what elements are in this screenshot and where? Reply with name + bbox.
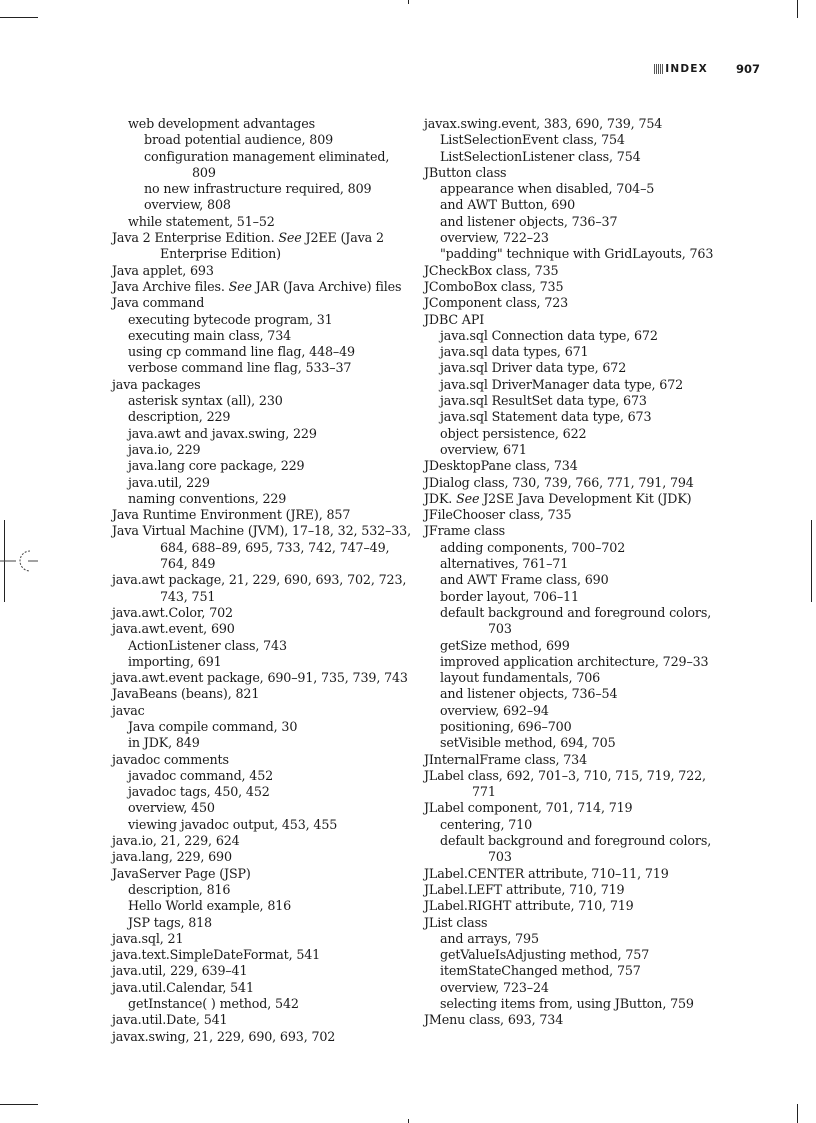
index-subentry: java.io, 229 [128,441,201,457]
index-entry: Java command [112,295,205,311]
index-subentry: executing bytecode program, 31 [128,311,333,327]
index-subentry: centering, 710 [440,816,532,832]
index-subentry: broad potential audience, 809 [144,132,334,148]
index-entry: javadoc comments [112,751,229,767]
index-subentry: java.awt and javax.swing, 229 [128,425,317,441]
index-entry: JInternalFrame class, 734 [424,751,588,767]
index-subentry: and AWT Button, 690 [440,197,576,213]
index-entry: javac [112,702,145,718]
index-entry: JDBC API [424,311,485,327]
index-entry: JButton class [424,164,507,180]
index-subentry: Hello World example, 816 [128,898,292,914]
page-number: 907 [735,62,760,76]
index-subentry: positioning, 696–700 [440,718,572,734]
index-subentry: default background and foreground colors, 703 [440,604,712,637]
index-subentry: naming conventions, 229 [128,490,287,506]
index-entry: JLabel class, 692, 701–3, 710, 715, 719, 722, 771 [424,767,706,800]
index-subentry: JSP tags, 818 [128,914,212,930]
index-entry: JComboBox class, 735 [424,278,564,294]
index-subentry: java.sql Connection data type, 672 [440,327,658,343]
index-subentry: description, 816 [128,881,231,897]
index-entry: JComponent class, 723 [424,295,569,311]
index-subentry: asterisk syntax (all), 230 [128,393,283,409]
index-subentry: and listener objects, 736–37 [440,213,618,229]
index-subentry: default background and foreground colors, 703 [440,833,712,865]
index-subentry: itemStateChanged method, 757 [440,963,641,979]
index-entry: JLabel.RIGHT attribute, 710, 719 [424,898,634,914]
index-subentry: and arrays, 795 [440,930,539,946]
index-subentry: overview, 450 [128,800,215,816]
index-entry: java.awt package, 21, 229, 690, 693, 702, 723, 743, 751 [112,572,407,604]
index-entry: JMenu class, 693, 734 [424,1012,564,1028]
running-head-bar-icon [654,64,663,74]
index-subentry: overview, 808 [144,197,231,213]
index-column-right [424,116,724,1029]
index-subentry: description, 229 [128,409,231,425]
index-subentry: javadoc tags, 450, 452 [128,784,270,800]
index-entry: Java 2 Enterprise Edition. See J2EE (Java 2 Enterprise Edition) [112,230,384,262]
crop-mark-top-right [797,0,798,18]
index-subentry: getInstance( ) method, 542 [128,996,299,1012]
index-entry: javax.swing, 21, 229, 690, 693, 702 [112,1028,336,1044]
index-entry: JavaServer Page (JSP) [112,865,251,881]
index-subentry: Java compile command, 30 [128,718,298,734]
index-subentry: java.sql ResultSet data type, 673 [440,393,647,409]
index-subentry: adding components, 700–702 [440,539,626,555]
index-subentry: using cp command line flag, 448–49 [128,344,355,360]
index-subentry: getSize method, 699 [440,637,570,653]
index-entry: JLabel component, 701, 714, 719 [424,800,633,816]
index-entry: java.io, 21, 229, 624 [112,833,240,849]
crop-mark-bottom-center [408,1119,409,1123]
index-subentry: executing main class, 734 [128,327,292,343]
index-subentry: appearance when disabled, 704–5 [440,181,655,197]
index-entry: java packages [112,376,201,392]
index-entry: java.awt.Color, 702 [112,604,233,620]
index-subentry: java.sql data types, 671 [440,344,589,360]
index-entry: JDK. See J2SE Java Development Kit (JDK) [424,490,692,506]
index-subentry: java.util, 229 [128,474,210,490]
index-subentry: getValueIsAdjusting method, 757 [440,947,650,963]
index-subentry: overview, 692–94 [440,702,549,718]
index-subentry: web development advantages [128,116,315,131]
index-entry: JavaBeans (beans), 821 [112,686,260,702]
index-subentry: overview, 671 [440,441,527,457]
crop-mark-top-center [408,0,409,4]
index-entry: JDialog class, 730, 739, 766, 771, 791, 794 [424,474,694,490]
index-subentry: setVisible method, 694, 705 [440,735,616,751]
crop-mark-top-left [0,17,38,18]
index-subentry: configuration management eliminated, 809 [144,148,390,180]
index-entry: Java Archive files. See JAR (Java Archive) files [112,278,402,294]
index-entry: java.lang, 229, 690 [112,849,232,865]
index-subentry: while statement, 51–52 [128,213,275,229]
index-entry: java.util.Date, 541 [112,1012,228,1028]
index-subentry: selecting items from, using JButton, 759 [440,996,694,1012]
index-entry: JFileChooser class, 735 [424,507,572,523]
index-subentry: verbose command line flag, 533–37 [128,360,352,376]
index-subentry: object persistence, 622 [440,425,587,441]
index-entry: JLabel.CENTER attribute, 710–11, 719 [424,865,669,881]
index-entry: java.util.Calendar, 541 [112,979,254,995]
index-entry: java.awt.event package, 690–91, 735, 739, 743 [112,670,408,686]
index-entry: java.awt.event, 690 [112,621,235,637]
index-entry: java.sql, 21 [112,930,184,946]
index-subentry: importing, 691 [128,653,222,669]
index-subentry: java.sql Driver data type, 672 [440,360,627,376]
index-subentry: java.lang core package, 229 [128,458,305,474]
index-subentry: in JDK, 849 [128,735,200,751]
index-column-left [112,116,412,1045]
index-entry: JLabel.LEFT attribute, 710, 719 [424,881,625,897]
running-head [600,62,760,76]
index-subentry: ListSelectionListener class, 754 [440,148,641,164]
index-subentry: ListSelectionEvent class, 754 [440,132,625,148]
index-entry: JDesktopPane class, 734 [424,458,578,474]
index-subentry: "padding" technique with GridLayouts, 763 [440,246,714,262]
index-subentry: improved application architecture, 729–33 [440,653,709,669]
index-entry: JCheckBox class, 735 [424,262,559,278]
index-entry: Java Virtual Machine (JVM), 17–18, 32, 532–33, 684, 688–89, 695, 733, 742, 747–49, 764, 849 [112,523,411,572]
index-subentry: and AWT Frame class, 690 [440,572,609,588]
index-subentry: alternatives, 761–71 [440,556,569,572]
index-subentry: no new infrastructure required, 809 [144,181,372,197]
index-subentry: viewing javadoc output, 453, 455 [128,816,338,832]
crop-mark-bottom-right [797,1104,798,1123]
index-entry: java.util, 229, 639–41 [112,963,248,979]
index-entry: javax.swing.event, 383, 690, 739, 754 [424,116,663,131]
index-entry: JFrame class [424,523,506,539]
registration-mark-icon [0,548,40,574]
index-subentry: java.sql DriverManager data type, 672 [440,376,684,392]
running-head-section: INDEX [665,63,708,75]
index-subentry: overview, 722–23 [440,230,549,246]
crop-mark-bottom-left [0,1104,38,1105]
index-subentry: ActionListener class, 743 [128,637,287,653]
crop-mark-right-vertical [811,520,812,602]
index-subentry: and listener objects, 736–54 [440,686,618,702]
index-subentry: border layout, 706–11 [440,588,579,604]
index-entry: java.text.SimpleDateFormat, 541 [112,947,321,963]
index-entry: Java applet, 693 [112,262,214,278]
index-subentry: javadoc command, 452 [128,767,274,783]
index-entry: Java Runtime Environment (JRE), 857 [112,507,351,523]
index-subentry: overview, 723–24 [440,979,549,995]
index-subentry: java.sql Statement data type, 673 [440,409,652,425]
index-subentry: layout fundamentals, 706 [440,670,601,686]
index-entry: JList class [424,914,488,930]
